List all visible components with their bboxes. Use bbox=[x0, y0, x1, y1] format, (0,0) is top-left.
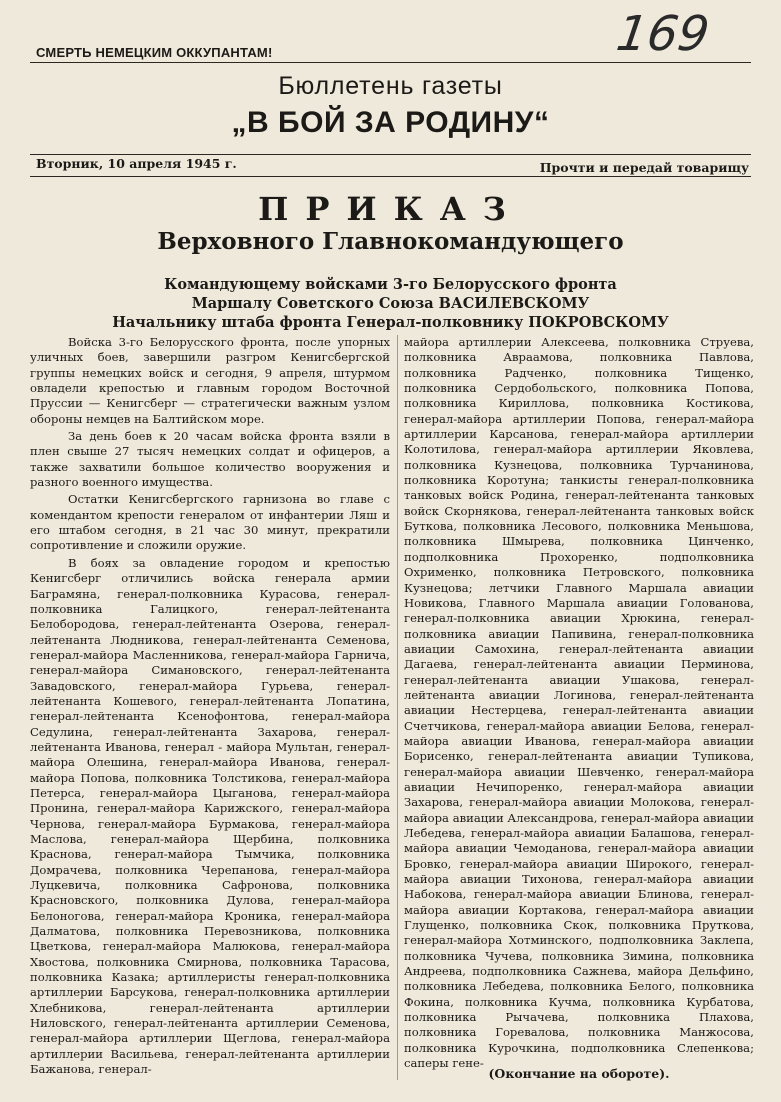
order-subtitle: Верховного Главнокомандующего bbox=[157, 228, 624, 255]
issue-date: Вторник, 10 апреля 1945 г. bbox=[36, 156, 241, 171]
dateline-rule-bottom bbox=[30, 176, 751, 177]
addressee-line: Начальнику штаба фронта Генерал-полковнику ПОКРОВСКОМУ bbox=[112, 314, 669, 331]
column-divider bbox=[397, 335, 398, 1080]
text-column-left bbox=[30, 335, 390, 1080]
issue-motto: Прочти и передай товарищу bbox=[536, 160, 749, 175]
body-paragraph: Войска 3-го Белорусского фронта, после упорных уличных боев, завершили разгром Кенигсбергской группы немецких войск и сегодня, 9 апреля, штурмом овладели крепостью и главным городом Восточной Пруссии — Кенигсберг — стратегически важным узлом обороны немцев на Балтийском море. bbox=[30, 335, 390, 426]
newspaper-name: „В БОЙ ЗА РОДИНУ“ bbox=[231, 106, 550, 139]
text-column-right bbox=[404, 335, 754, 1072]
archive-page-number: 169 bbox=[613, 6, 713, 62]
order-addressees bbox=[0, 275, 781, 332]
continuation-note: (Окончание на обороте). bbox=[488, 1066, 670, 1081]
body-paragraph: Остатки Кенигсбергского гарнизона во главе с комендантом крепости генералом от инфантерии Ляш и его штабом сегодня, в 21 час 30 минут, прекратили сопротивление и сложили оружие. bbox=[30, 492, 390, 553]
body-paragraph: За день боев к 20 часам войска фронта взяли в плен свыше 27 тысяч немецких солдат и офицеров, а также захватили большое количество вооружения и разного военного имущества. bbox=[30, 429, 390, 490]
body-paragraph: майора артиллерии Алексеева, полковника Струева, полковника Авраамова, полковника Павлова, полковника Радченко, полковника Тищенко, полковника Сердобольского, полковника Попова, полковника Кириллова, полковника Костикова, генерал-майора артиллерии Попова, генерал-майора артиллерии Карсанова, генерал-майора артиллерии Колотилова, генерал-майора артиллерии Яковлева, полковника Кузнецова, полковника Турчанинова, полковника Коротуна; танкисты генерал-полковника танковых войск Родина, генерал-лейтенанта танковых войск Скорнякова, генерал-лейтенанта танковых войск Буткова, полковника Лесового, полковника Меньшова, полковника Шмырева, полковника Цинченко, подполковника Прохоренко, подполковника Охрименко, полковника Петровского, полковника Кузнецова; летчики Главного Маршала авиации Новикова, Главного Маршала авиации Голованова, генерал-полковника авиации Хрюкина, генерал-полковника авиации Папивина, генерал-полковника авиации Самохина, генерал-лейтенанта авиации Дагаева, генерал-лейтенанта авиации Перминова, генерал-лейтенанта авиации Ушакова, генерал-лейтенанта авиации Логинова, генерал-лейтенанта авиации Нестерцева, генерал-лейтенанта авиации Счетчикова, генерал-майора авиации Белова, генерал-майора авиации Иванова, генерал-майора авиации Борисенко, генерал-лейтенанта авиации Тупикова, генерал-майора авиации Шевченко, генерал-майора авиации Нечипоренко, генерал-майора авиации Захарова, генерал-майора авиации Молокова, генерал-майора авиации Александрова, генерал-майора авиации Лебедева, генерал-майора авиации Балашова, генерал-майора авиации Чемоданова, генерал-майора авиации Бровко, генерал-майора авиации Широкого, генерал-майора авиации Тихонова, генерал-майора авиации Набокова, генерал-майора авиации Блинова, генерал-майора авиации Кортакова, генерал-майора авиации Глущенко, полковника Скок, полковника Пруткова, генерал-майора Хотминского, подполковника Заклепа, полковника Чучева, полковника Зимина, полковника Андреева, подполковника Сажнева, майора Дельфино, полковника Лебедева, полковника Белого, полковника Фокина, полковника Кучма, полковника Курбатова, полковника Рычачева, полковника Плахова, полковника Горевалова, полковника Манжосова, полковника Курочкина, подполковника Слепенкова; саперы гене- bbox=[404, 335, 754, 1071]
order-title: ПРИКАЗ bbox=[258, 190, 523, 228]
dateline-rule-top bbox=[30, 154, 751, 155]
header-slogan: СМЕРТЬ НЕМЕЦКИМ ОККУПАНТАМ! bbox=[36, 45, 273, 60]
dateline bbox=[30, 148, 751, 178]
body-paragraph: В боях за овладение городом и крепостью Кенигсберг отличились войска генерала армии Баграмяна, генерал-полковника Курасова, генерал-полковника Галицкого, генерал-лейтенанта Белобородова, генерал-лейтенанта Озерова, генерал-лейтенанта Людникова, генерал-лейтенанта Семенова, генерал-майора Масленникова, генерал-майора Гарнича, генерал-майора Симановского, генерал-лейтенанта Завадовского, генерал-майора Гурьева, генерал-лейтенанта Кошевого, генерал-лейтенанта Лопатина, генерал-лейтенанта Ксенофонтова, генерал-майора Седулина, генерал-лейтенанта Захарова, генерал-лейтенанта Иванова, генерал - майора Мультан, генерал-майора Олешина, генерал-майора Иванова, генерал-майора Попова, полковника Толстикова, генерал-майора Петерса, генерал-майора Цыганова, генерал-майора Пронина, генерал-майора Карижского, генерал-майора Чернова, генерал-майора Бурмакова, генерал-майора Маслова, генерал-майора Щербина, полковника Краснова, генерал-майора Тымчика, полковника Домрачева, полковника Черепанова, генерал-майора Луцкевича, полковника Сафронова, полковника Красновского, полковника Дулова, генерал-майора Белоногова, генерал-майора Кроника, генерал-майора Далматова, полковника Перевозникова, полковника Цветкова, генерал-майора Малюкова, генерал-майора Хвостова, полковника Смирнова, полковника Тарасова, полковника Казака; артиллеристы генерал-полковника артиллерии Барсукова, генерал-полковника артиллерии Хлебникова, генерал-лейтенанта артиллерии Ниловского, генерал-лейтенанта артиллерии Семенова, генерал-майора артиллерии Щеглова, генерал-майора артиллерии Васильева, генерал-лейтенанта артиллерии Бажанова, генерал- bbox=[30, 555, 390, 1077]
bulletin-title: Бюллетень газеты bbox=[278, 72, 503, 100]
addressee-line: Командующему войсками 3-го Белорусского фронта bbox=[164, 276, 617, 293]
addressee-line: Маршалу Советского Союза ВАСИЛЕВСКОМУ bbox=[191, 295, 590, 312]
header-rule bbox=[30, 62, 751, 63]
